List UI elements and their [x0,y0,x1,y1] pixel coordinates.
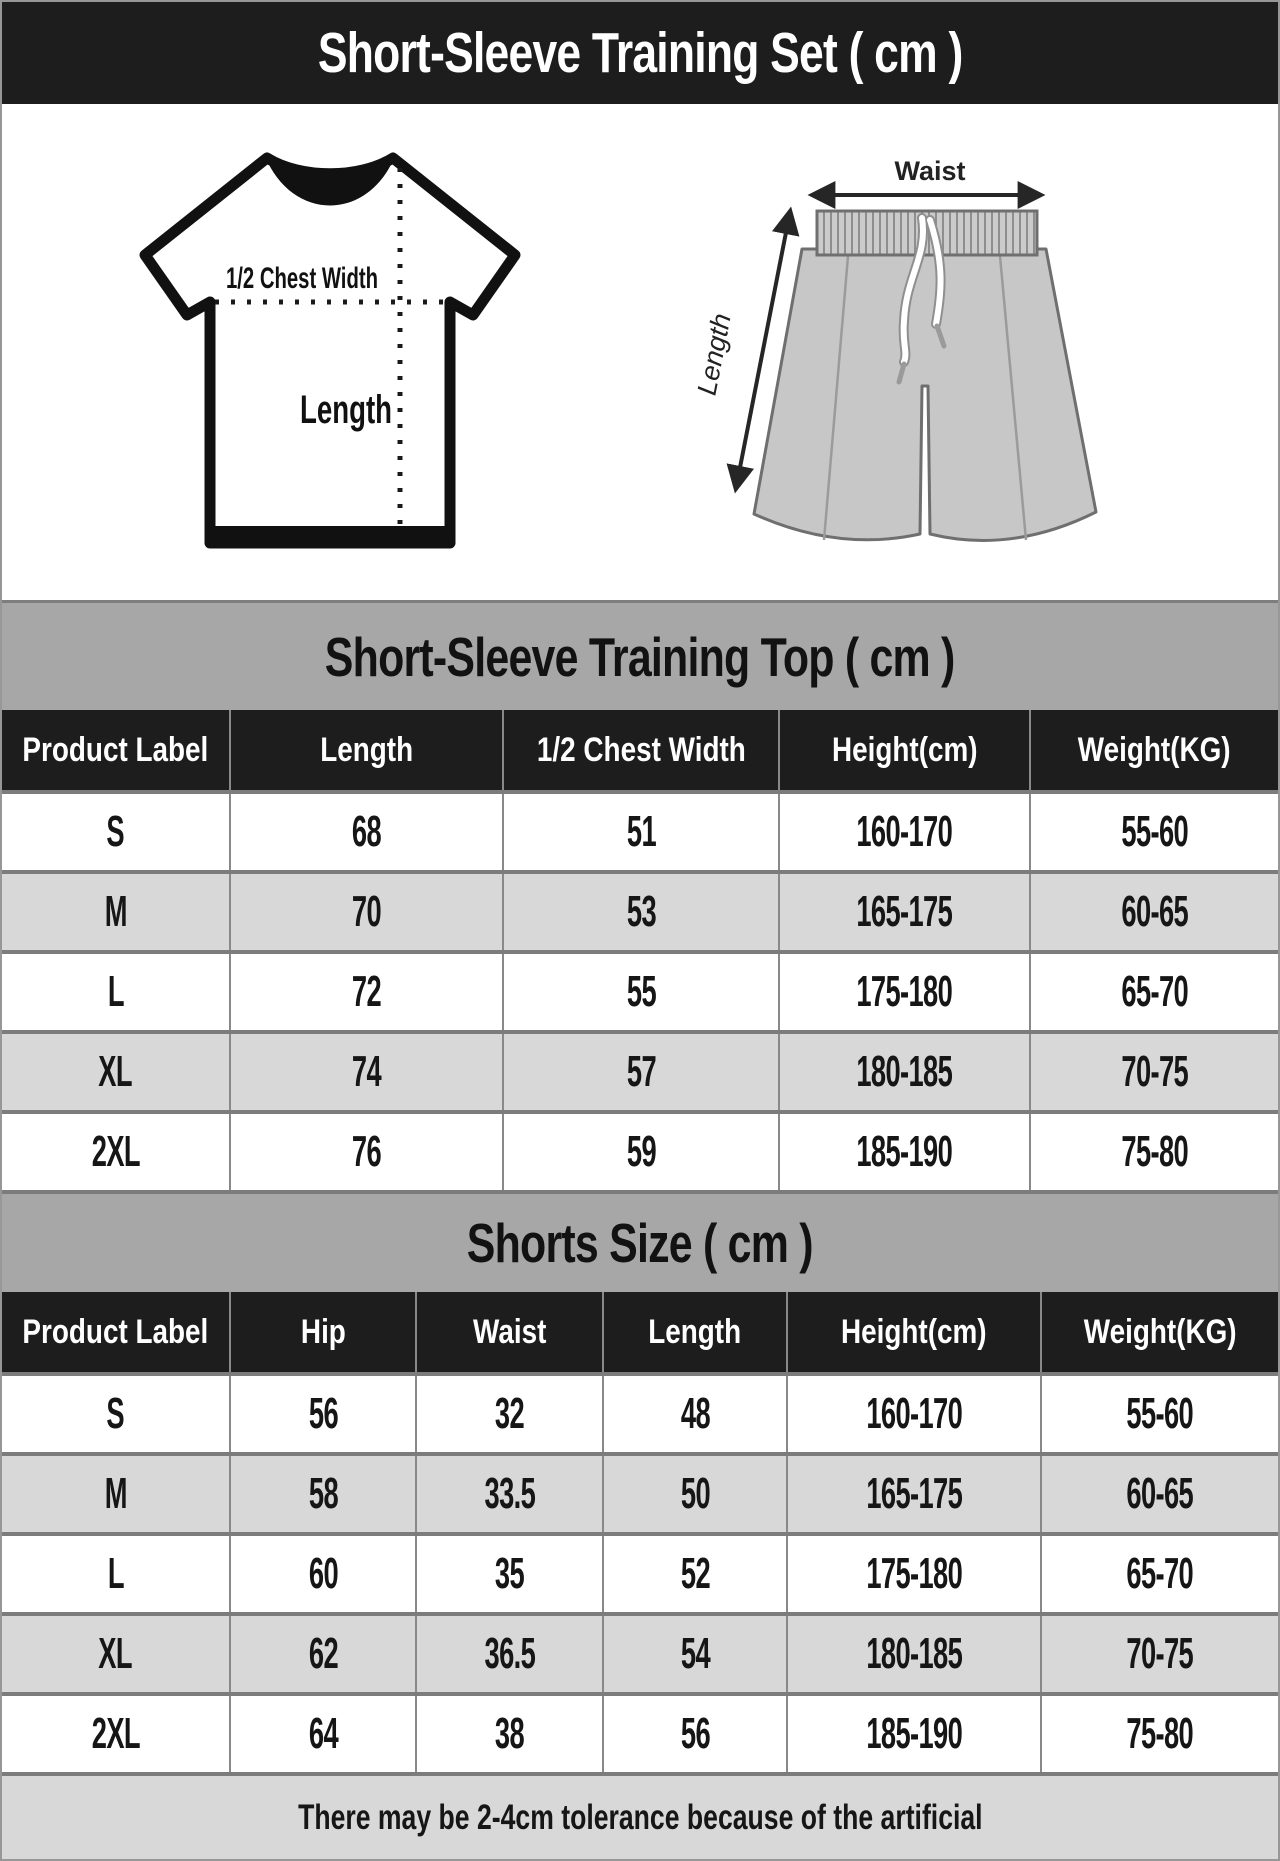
table-row [2,790,1278,870]
cell-value: 160-170 [856,807,953,856]
cell [502,794,778,870]
header-label: Length [648,1312,742,1351]
cell [229,1616,415,1692]
cell-value: 185-190 [856,1127,953,1176]
cell-value: 57 [626,1047,656,1096]
tshirt-illustration [105,116,555,576]
cell-value: 2XL [91,1127,140,1176]
cell [786,1696,1040,1772]
table-row [2,1692,1278,1772]
cell [602,1696,786,1772]
tolerance-note: There may be 2-4cm tolerance because of the artificial [297,1797,983,1837]
top-table-header-row [2,710,1278,790]
top-table-title: Short-Sleeve Training Top ( cm ) [325,625,955,688]
cell-value: 53 [626,887,656,936]
cell-value: 35 [494,1549,525,1598]
header-label: Product Label [22,1312,209,1351]
cell-value: 70-75 [1121,1047,1188,1096]
shorts-waist-label: Waist [894,156,966,186]
table-row [2,950,1278,1030]
header-label: Weight(KG) [1078,730,1231,769]
cell-value: 74 [351,1047,382,1096]
cell [415,1376,602,1452]
table-row [2,1372,1278,1452]
cell-value: 50 [680,1469,710,1518]
cell-value: 55-60 [1121,807,1188,856]
shorts-table-banner [2,1190,1278,1292]
shorts-table-header-row [2,1292,1278,1372]
cell [415,1696,602,1772]
cell [602,1376,786,1452]
cell [602,1456,786,1532]
tshirt-hem [206,526,454,543]
cell [229,1034,502,1110]
cell-value: 60-65 [1126,1469,1194,1518]
cell-value: 180-185 [856,1047,953,1096]
cell [786,1456,1040,1532]
cell-value: 65-70 [1121,967,1188,1016]
table-row [2,1110,1278,1190]
cell-value: XL [98,1047,133,1096]
cell [778,954,1029,1030]
cell-value: 165-175 [866,1469,962,1518]
cell [2,1696,229,1772]
cell-value: 185-190 [866,1709,962,1758]
cell [2,1536,229,1612]
cell [415,1536,602,1612]
cell-value: 64 [308,1709,338,1758]
cell [2,794,229,870]
table-row [2,1532,1278,1612]
cell [2,1616,229,1692]
cell-value: S [106,807,125,856]
cell [229,954,502,1030]
header-cell [1029,710,1278,790]
top-table [2,710,1278,1190]
header-cell [415,1292,602,1372]
table-row [2,1612,1278,1692]
cell [502,954,778,1030]
cell-value: 48 [680,1389,710,1438]
cell [229,1536,415,1612]
cell [602,1616,786,1692]
cell [1029,1034,1278,1110]
cell [1029,1114,1278,1190]
cell [778,1114,1029,1190]
cell-value: 70 [351,887,382,936]
cell-value: 55 [626,967,656,1016]
cell-value: 2XL [91,1709,140,1758]
header-cell [1040,1292,1278,1372]
cell-value: 55-60 [1126,1389,1194,1438]
cell-value: 76 [351,1127,382,1176]
cell [786,1536,1040,1612]
table-row [2,870,1278,950]
cell [229,1376,415,1452]
cell-value: 54 [680,1629,710,1678]
cell-value: 52 [680,1549,710,1598]
header-label: Height(cm) [841,1312,987,1351]
cell-value: 60-65 [1121,887,1188,936]
cell-value: M [104,887,127,936]
cell-value: 51 [626,807,656,856]
cell [229,874,502,950]
header-cell [786,1292,1040,1372]
cell-value: XL [98,1629,133,1678]
cell [778,874,1029,950]
tolerance-note-bar [2,1772,1278,1859]
cell-value: 60 [308,1549,338,1598]
header-label: 1/2 Chest Width [536,730,746,769]
header-cell [778,710,1029,790]
cell-value: S [106,1389,125,1438]
header-cell [2,1292,229,1372]
cell-value: 72 [351,967,382,1016]
table-row [2,1452,1278,1532]
cell-value: 75-80 [1126,1709,1194,1758]
header-label: Length [320,730,413,769]
header-label: Hip [300,1312,346,1351]
cell-value: 32 [494,1389,525,1438]
cell [502,874,778,950]
title-banner [2,2,1278,104]
cell [2,1114,229,1190]
cell [1040,1456,1278,1532]
header-label: Waist [472,1312,547,1351]
cell [2,1034,229,1110]
cell-value: 65-70 [1126,1549,1194,1598]
header-cell [502,710,778,790]
cell [1040,1376,1278,1452]
header-label: Product Label [22,730,209,769]
header-cell [229,710,502,790]
cell [1040,1696,1278,1772]
cell-value: 165-175 [856,887,953,936]
cell [1040,1616,1278,1692]
cell-value: 175-180 [856,967,953,1016]
shorts-table [2,1292,1278,1772]
cell [2,954,229,1030]
cell-value: 36.5 [484,1629,535,1678]
cell-value: 75-80 [1121,1127,1188,1176]
tshirt-chest-width-label: 1/2 Chest Width [226,262,378,295]
cell [778,1034,1029,1110]
header-label: Weight(KG) [1083,1312,1237,1351]
cell-value: 38 [494,1709,525,1758]
cell-value: L [107,967,124,1016]
illustration-panel [2,104,1278,600]
cell-value: 59 [626,1127,656,1176]
cell [2,1456,229,1532]
cell-value: 180-185 [866,1629,962,1678]
header-cell [229,1292,415,1372]
shorts-illustration [590,116,1110,576]
cell-value: 160-170 [866,1389,962,1438]
cell [786,1616,1040,1692]
cell-value: L [107,1549,124,1598]
cell [786,1376,1040,1452]
cell-value: M [104,1469,127,1518]
cell-value: 68 [351,807,382,856]
top-table-banner [2,600,1278,710]
cell-value: 56 [680,1709,710,1758]
cell-value: 175-180 [866,1549,962,1598]
cell [229,794,502,870]
cell [778,794,1029,870]
cell [602,1536,786,1612]
cell-value: 70-75 [1126,1629,1194,1678]
shorts-length-label: Length [691,310,737,398]
cell [502,1034,778,1110]
cell-value: 58 [308,1469,338,1518]
cell [1040,1536,1278,1612]
cell-value: 62 [308,1629,338,1678]
cell [415,1616,602,1692]
cell [2,874,229,950]
header-label: Height(cm) [831,730,978,769]
cell-value: 33.5 [484,1469,535,1518]
shorts-table-title: Shorts Size ( cm ) [467,1212,813,1274]
header-cell [602,1292,786,1372]
cell [1029,874,1278,950]
cell [415,1456,602,1532]
table-row [2,1030,1278,1110]
tshirt-length-label: Length [300,388,392,432]
cell-value: 56 [308,1389,338,1438]
header-cell [2,710,229,790]
cell [229,1696,415,1772]
cell [2,1376,229,1452]
cell [1029,954,1278,1030]
cell [229,1456,415,1532]
shorts-body [754,249,1096,540]
page-title: Short-Sleeve Training Set ( cm ) [317,21,963,85]
cell [502,1114,778,1190]
cell [1029,794,1278,870]
cell [229,1114,502,1190]
tshirt-outline [145,158,515,543]
